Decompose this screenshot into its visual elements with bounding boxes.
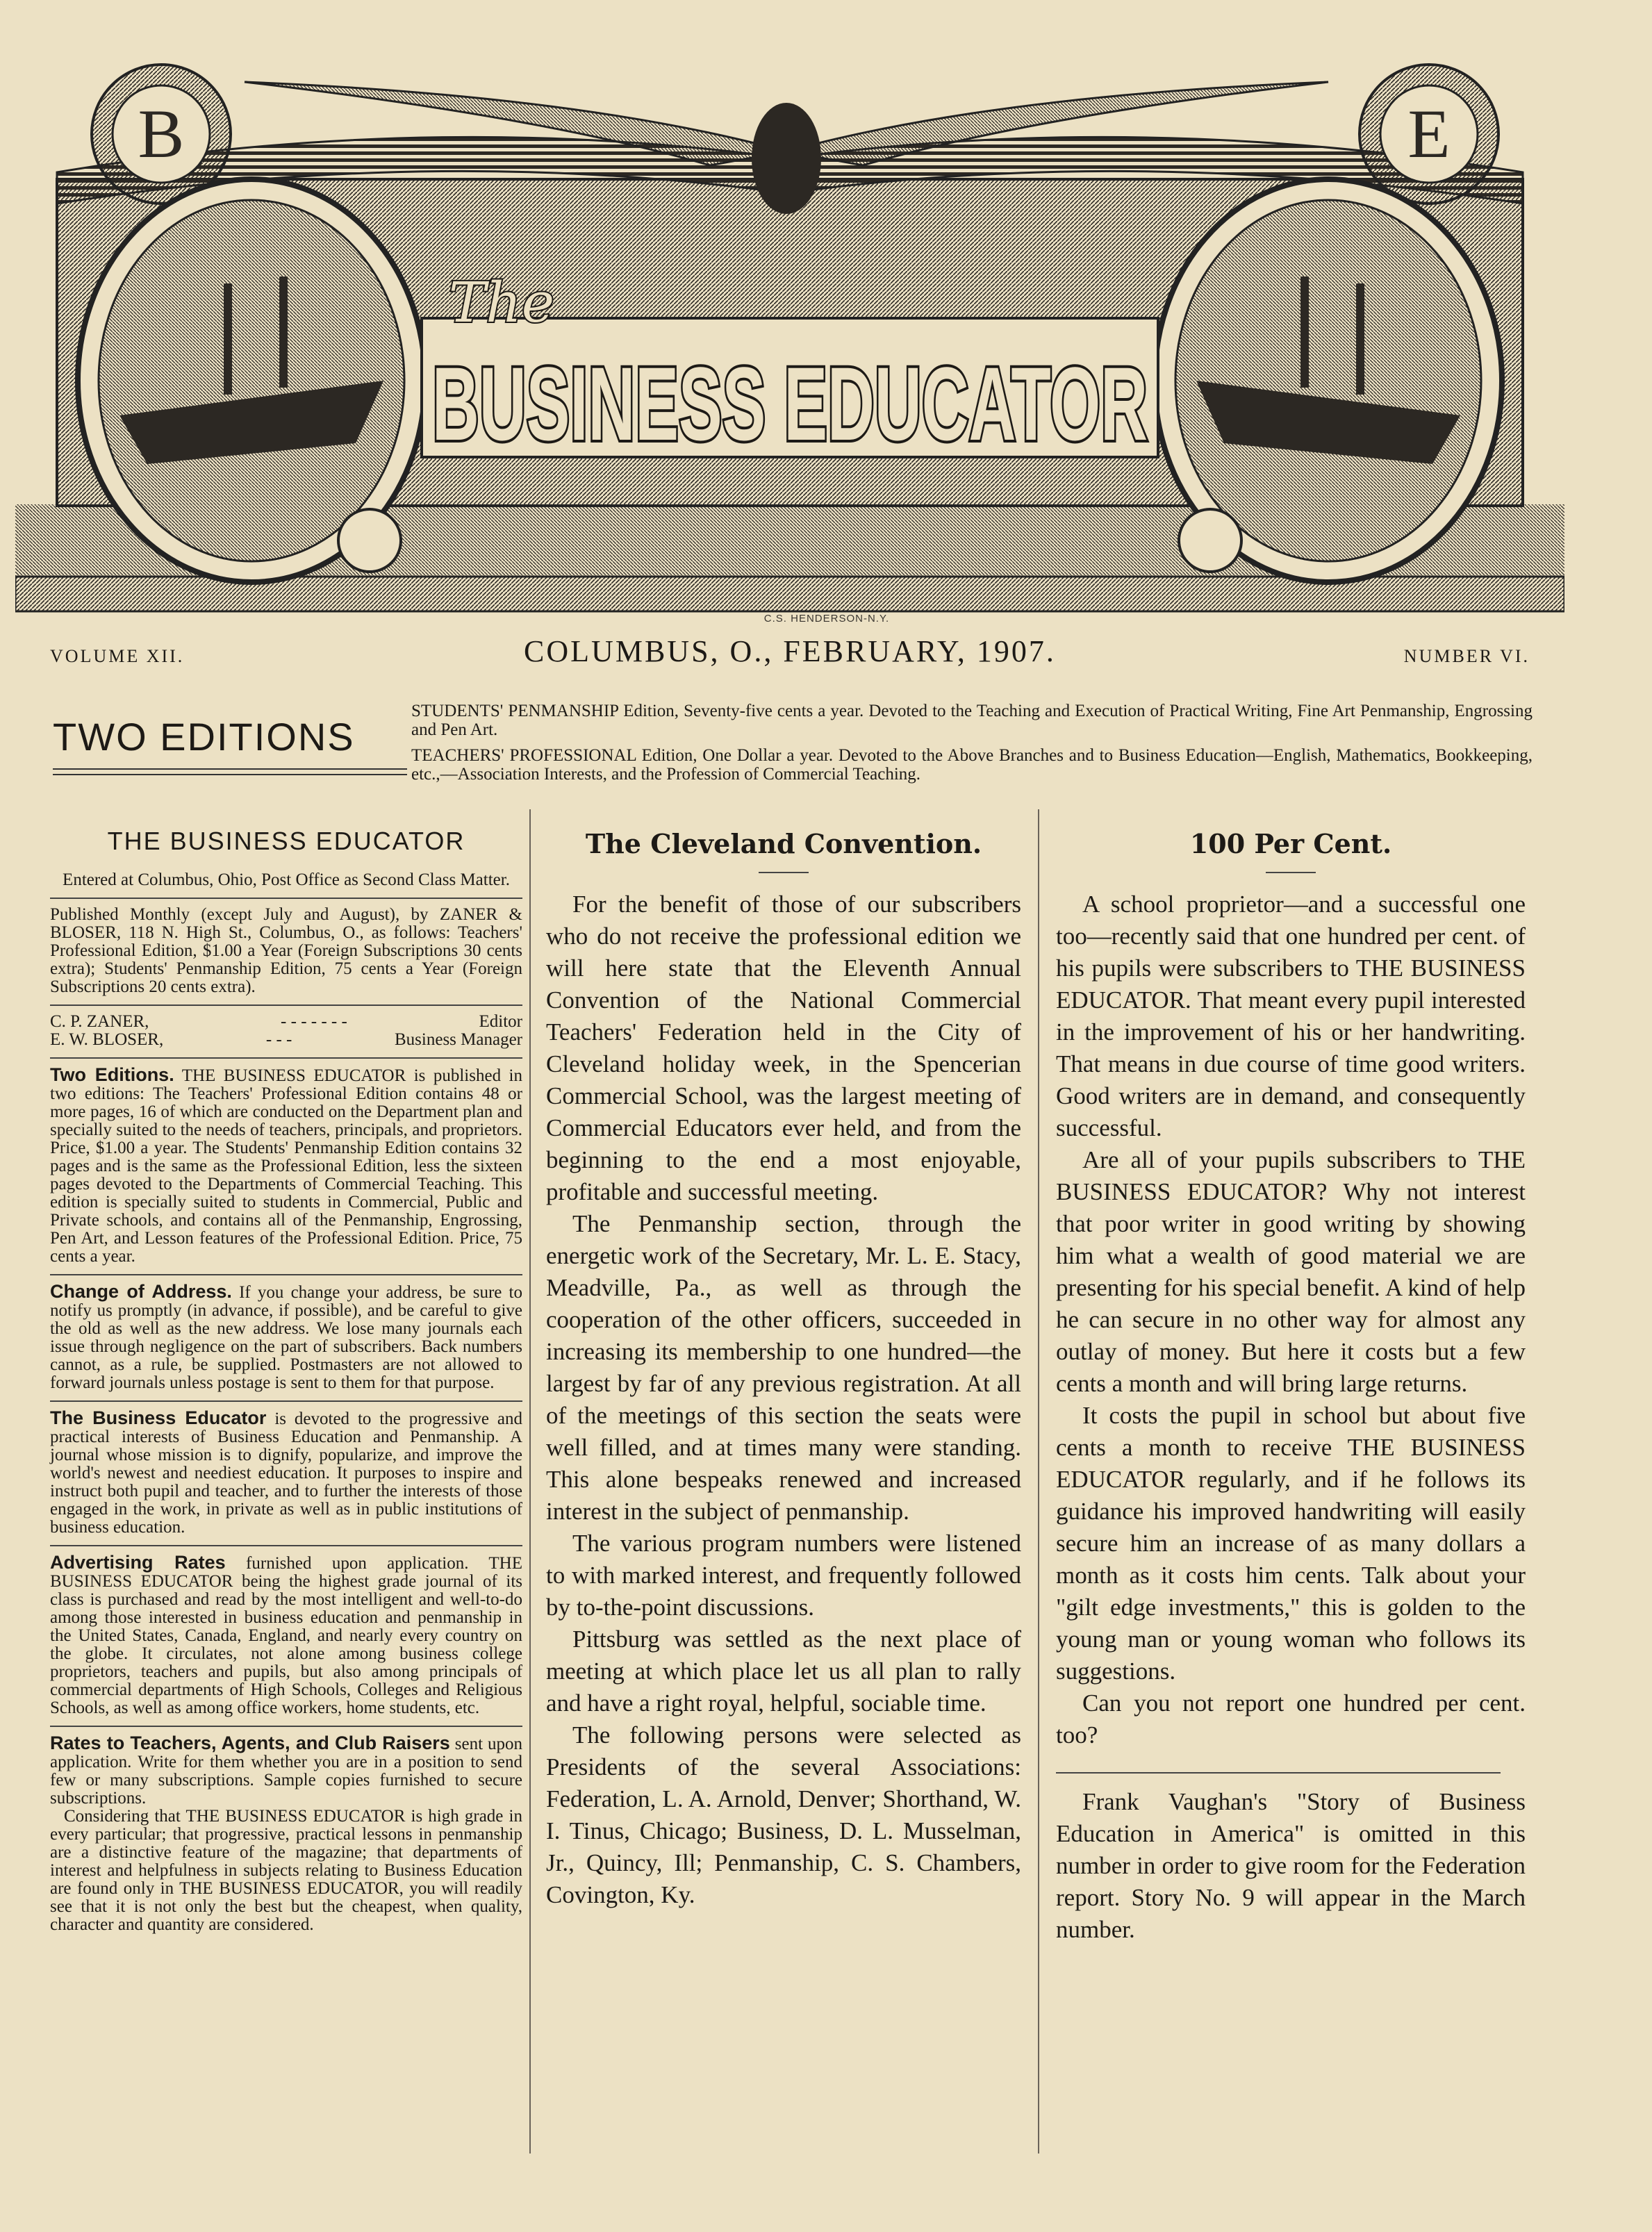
- published-notice: Published Monthly (except July and August), by ZANER & BLOSER, 118 N. High St., Columbus, O., as follows: Teachers' Professional Edition, $1.00 a Year (Foreign Subscriptions 30 cents extra); Students' Penmanship Edition, 75 cents a Year (Foreign Subscriptions 20 cents extra).: [50, 905, 522, 996]
- right-monogram: E: [1407, 95, 1451, 172]
- staff-dashes: - - -: [265, 1030, 292, 1049]
- hundred-per-cent-article: [1056, 820, 1526, 1946]
- article-paragraph: The various program numbers were listened to with marked interest, and frequently followed by to-the-point discussions.: [546, 1530, 1021, 1621]
- divider: [50, 1005, 522, 1006]
- notice-lead: Advertising Rates: [50, 1552, 226, 1573]
- staff-dashes: - - - - - - -: [281, 1012, 347, 1031]
- masthead-title: BUSINESS EDUCATOR: [432, 345, 1148, 462]
- divider: [50, 1726, 522, 1727]
- article-paragraph: The following persons were selected as Presidents of the several Associations: Federation, L. A. Arnold, Denver; Shorthand, W. I. Tinus, Chicago; Business, D. L. Musselman, Jr., Quincy, Ill; Penmanship, C. S. Chambers, Covington, Ky.: [546, 1721, 1021, 1908]
- editions-notice: [53, 702, 1533, 792]
- two-editions-notice: [50, 1066, 522, 1266]
- staff-row-manager: [50, 1031, 522, 1049]
- notice-text: is devoted to the progressive and practical interests of Business Education and Penmanship. A journal whose mission is to dignify, popularize, and improve the world's newest and neediest education. It purposes to inspire and instruct both pupil and teacher, and to further the interests of those engaged in the work, in private as well as in public institutions of business education.: [50, 1410, 522, 1537]
- cleveland-convention-article: [546, 820, 1021, 1911]
- advertising-notice: [50, 1553, 522, 1717]
- article-paragraph: Pittsburg was settled as the next place of meeting at which place let us all plan to rally and have a right royal, helpful, sociable time.: [546, 1626, 1021, 1717]
- vaughan-note: Frank Vaughan's "Story of Business Education in America" is omitted in this number in order to give room for the Federation report. Story No. 9 will appear in the March number.: [1056, 1788, 1526, 1943]
- column-rule-1: [529, 809, 531, 2154]
- article-paragraph: A school proprietor—and a successful one too—recently said that one hundred per cent. of his pupils were subscribers to THE BUSINESS EDUCATOR. That meant every pupil interested in the improvement of his or her handwriting. That means in due course of time good writers. Good writers are in demand, and consequently successful.: [1056, 891, 1526, 1141]
- change-of-address-notice: [50, 1282, 522, 1392]
- article-paragraph: The Penmanship section, through the energetic work of the Secretary, Mr. L. E. Stacy, Meadville, Pa., as well as through the cooperation of the other officers, succeeded in increasing its membership to one hundred—the largest by far of any previous registration. At all of the meetings of this section the seats were well filled, and at times many were standing. This alone bespeaks renewed and increased interest in the subject of penmanship.: [546, 1210, 1021, 1525]
- place-date: COLUMBUS, O., FEBRUARY, 1907.: [524, 634, 1056, 668]
- masthead-illustration: [15, 54, 1564, 615]
- article-title: The Cleveland Convention.: [585, 828, 982, 859]
- title-rule: [1266, 872, 1316, 873]
- divider: [50, 1545, 522, 1546]
- column-title: THE BUSINESS EDUCATOR: [107, 827, 465, 855]
- article-paragraph: Are all of your pupils subscribers to THE BUSINESS EDUCATOR? Why not interest that poor writer in good writing by showing him what a wealth of good material we are presenting for his special benefit. A kind of help he can secure in no other way for almost any outlay of money. But here it costs but a few cents a month and will bring large returns.: [1056, 1146, 1526, 1397]
- rates-notice: [50, 1734, 522, 1808]
- divider: [50, 1400, 522, 1402]
- staff-row-editor: [50, 1013, 522, 1031]
- staff-name: E. W. BLOSER,: [50, 1030, 164, 1049]
- masthead-engraving: [15, 54, 1564, 615]
- educator-mission-notice: [50, 1409, 522, 1537]
- entered-notice: Entered at Columbus, Ohio, Post Office as Second Class Matter.: [63, 870, 510, 889]
- staff-role: Business Manager: [395, 1030, 522, 1049]
- considering-notice: Considering that THE BUSINESS EDUCATOR is high grade in every particular; that progressive, practical lessons in penmanship are a distinctive feature of the magazine; that departments of interest and helpfulness in subjects relating to Business Education are found only in THE BUSINESS EDUCATOR, you will readily see that it is not only the best but the cheapest, when quality, character and quantity are considered.: [50, 1807, 522, 1934]
- notice-lead: The Business Educator: [50, 1407, 267, 1428]
- article-paragraph: For the benefit of those of our subscribers who do not receive the professional edition we will here state that the Eleventh Annual Convention of the National Commercial Teachers' Federation held in the City of Cleveland holiday week, in the Spencerian Commercial School, was the largest meeting of Commercial Educators ever held, and from the beginning to the end a most enjoyable, profitable and successful meeting.: [546, 891, 1021, 1205]
- students-edition-text: STUDENTS' PENMANSHIP Edition, Seventy-five cents a year. Devoted to the Teaching and Execution of Practical Writing, Fine Art Penmanship, Engrossing and Pen Art.: [411, 702, 1533, 739]
- notice-text: sent upon application. Write for them whether you are in a position to send few or many subscriptions. Sample copies furnished to secure subscriptions.: [50, 1735, 522, 1808]
- article-paragraph: It costs the pupil in school but about five cents a month to receive THE BUSINESS EDUCATOR regularly, and if he follows its guidance his improved handwriting will easily secure him an increase of as many dollars a month as it costs him cents. Talk about your "gilt edge investments," this is golden to the young man or young woman who follows its suggestions.: [1056, 1402, 1526, 1685]
- notice-lead: Rates to Teachers, Agents, and Club Raisers: [50, 1733, 450, 1753]
- divider: [50, 1057, 522, 1059]
- notice-text: furnished upon application. THE BUSINESS EDUCATOR being the highest grade journal of its class is purchased and read by the most intelligent and well-to-do among those interested in business education and penmanship in the United States, Canada, England, and nearly every country on the globe. It circulates, not alone among business college proprietors, teachers and pupils, but also among principals of commercial departments of High Schools, Colleges and Religious Schools, as well as among office workers, home students, etc.: [50, 1554, 523, 1717]
- staff-role: Editor: [479, 1012, 522, 1031]
- article-title: 100 Per Cent.: [1189, 828, 1392, 859]
- divider: [50, 1274, 522, 1275]
- notice-text: If you change your address, be sure to notify us promptly (in advance, if possible), and be careful to give the old as well as the new address. We lose many journals each issue through negligence on the part of subscribers. Back numbers cannot, as a rule, be supplied. Postmasters are not allowed to forward journals unless postage is sent to them for that purpose.: [50, 1283, 522, 1392]
- teachers-edition-text: TEACHERS' PROFESSIONAL Edition, One Dollar a year. Devoted to the Above Branches and to Business Education—English, Mathematics, Bookkeeping, etc.,—Association Interests, and the Profession of Commercial Teaching.: [411, 746, 1533, 784]
- notice-text: THE BUSINESS EDUCATOR is published in two editions: The Teachers' Professional Edition contains 48 or more pages, 16 of which are conducted on the Department plan and specially suited to the needs of teachers, principals, and proprietors. Price, $1.00 a year. The Students' Penmanship Edition contains 32 pages and is the same as the Professional Edition, less the sixteen pages devoted to the Departments of Commercial Teaching. This edition is specially suited to students in Commercial, Public and Private schools, and contains all of the Penmanship, Engrossing, Pen Art, and Lesson features of the Professional Edition. Price, 75 cents a year.: [50, 1066, 522, 1266]
- article-paragraph: Can you not report one hundred per cent. too?: [1056, 1689, 1526, 1749]
- issue-number: NUMBER VI.: [1403, 646, 1530, 666]
- divider: [50, 898, 522, 899]
- masthead-info-column: [50, 820, 522, 1934]
- dateline: [50, 634, 1530, 675]
- volume-label: VOLUME XII.: [50, 646, 185, 666]
- left-monogram: B: [138, 95, 185, 172]
- note-divider: [1056, 1772, 1501, 1774]
- editions-heading: TWO EDITIONS: [53, 715, 355, 759]
- staff-name: C. P. ZANER,: [50, 1012, 149, 1031]
- notice-lead: Change of Address.: [50, 1281, 232, 1302]
- notice-lead: Two Editions.: [50, 1064, 174, 1085]
- title-rule: [759, 872, 809, 873]
- column-rule-2: [1038, 809, 1039, 2154]
- editions-rule-bottom: [53, 774, 407, 775]
- editions-rule-top: [53, 768, 407, 770]
- engraver-credit: C.S. HENDERSON-N.Y.: [763, 613, 890, 625]
- masthead-article: The: [448, 270, 555, 335]
